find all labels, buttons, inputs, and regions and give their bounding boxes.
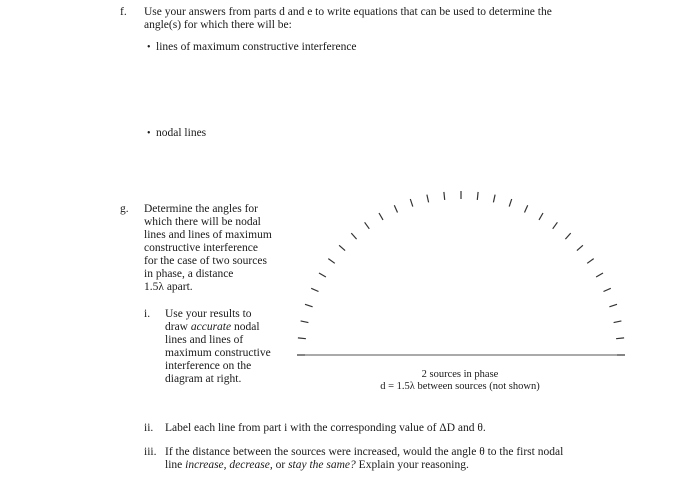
- angle-tick: [328, 259, 335, 264]
- part-f-prompt: [144, 6, 552, 32]
- angle-tick: [616, 338, 624, 339]
- sub-iii-line2-mid: or: [272, 459, 289, 471]
- sub-i-prompt: [165, 308, 271, 386]
- angle-tick: [319, 273, 326, 277]
- angle-tick: [604, 288, 611, 291]
- angle-tick: [525, 205, 528, 212]
- sub-i-line2: [165, 321, 271, 334]
- angle-tick: [394, 205, 397, 212]
- sub-iii-line2-post: Explain your reasoning.: [355, 459, 469, 471]
- angle-tick: [509, 199, 512, 207]
- angle-tick: [565, 233, 570, 239]
- sub-i-line2-em: accurate: [190, 321, 232, 333]
- part-g-line: Determine the angles for: [144, 203, 258, 215]
- part-f-line2: angle(s) for which there will be:: [144, 19, 292, 31]
- part-f-marker: f.: [120, 6, 127, 18]
- part-g-line: which there will be nodal: [144, 216, 261, 228]
- sub-iii-marker: iii.: [144, 446, 157, 458]
- bullet-dot-icon: •: [147, 42, 151, 53]
- sub-ii-text: Label each line from part i with the corresponding value of ΔD and θ.: [165, 422, 486, 434]
- part-g-line: constructive interference: [144, 242, 258, 254]
- bullet-dot-icon: •: [147, 128, 151, 139]
- part-f-line1: Use your answers from parts d and e to write equations that can be used to determine the: [144, 6, 552, 18]
- sub-iii-prompt: [165, 446, 563, 472]
- angle-tick: [305, 304, 313, 307]
- sub-i-line: maximum constructive: [165, 347, 271, 359]
- sub-i-line2-pre: draw: [165, 321, 191, 333]
- angle-tick: [351, 233, 356, 239]
- sub-i-line: interference on the: [165, 360, 252, 372]
- sub-ii-marker: ii.: [144, 422, 154, 434]
- angle-tick: [379, 213, 383, 220]
- sub-iii-line2-em2: stay the same?: [288, 459, 356, 471]
- sub-i-line: diagram at right.: [165, 373, 242, 385]
- part-g-prompt: [144, 203, 272, 294]
- angle-tick: [614, 321, 622, 323]
- angle-tick: [311, 288, 318, 291]
- sub-iii-line2-pre: line: [165, 459, 186, 471]
- part-g-line: for the case of two sources: [144, 255, 267, 267]
- interference-diagram: [290, 180, 630, 365]
- angle-tick: [609, 304, 617, 307]
- diagram-caption-2: d = 1.5λ between sources (not shown): [380, 381, 540, 392]
- part-g-line: 1.5λ apart.: [144, 281, 193, 293]
- angle-tick: [444, 192, 445, 200]
- diagram-caption-1: 2 sources in phase: [421, 369, 499, 380]
- angle-tick: [410, 199, 413, 207]
- sub-iii-line2: [165, 459, 563, 472]
- angle-tick: [365, 222, 370, 229]
- angle-tick: [596, 273, 603, 277]
- angle-tick: [427, 195, 429, 203]
- sub-iii-line2-em: increase, decrease,: [185, 459, 273, 471]
- angle-ticks: [297, 191, 625, 355]
- sub-i-marker: i.: [144, 308, 151, 320]
- angle-tick: [539, 213, 543, 220]
- angle-tick: [493, 195, 495, 203]
- angle-tick: [339, 245, 345, 250]
- part-g-marker: g.: [120, 203, 129, 215]
- angle-tick: [577, 245, 583, 250]
- sub-i-line2-post: nodal: [231, 321, 260, 333]
- angle-tick: [301, 321, 309, 323]
- part-f-bullet-2: nodal lines: [156, 127, 207, 139]
- sub-i-line: lines and lines of: [165, 334, 244, 346]
- angle-tick: [553, 222, 558, 229]
- part-g-line: lines and lines of maximum: [144, 229, 272, 241]
- part-f-bullet-1: lines of maximum constructive interference: [156, 41, 357, 53]
- part-g-line: in phase, a distance: [144, 268, 234, 280]
- sub-iii-line1: If the distance between the sources were increased, would the angle θ to the first nodal: [165, 446, 564, 458]
- angle-tick: [587, 259, 594, 264]
- angle-tick: [477, 192, 478, 200]
- angle-tick: [298, 338, 306, 339]
- sub-i-line1: Use your results to: [165, 308, 252, 320]
